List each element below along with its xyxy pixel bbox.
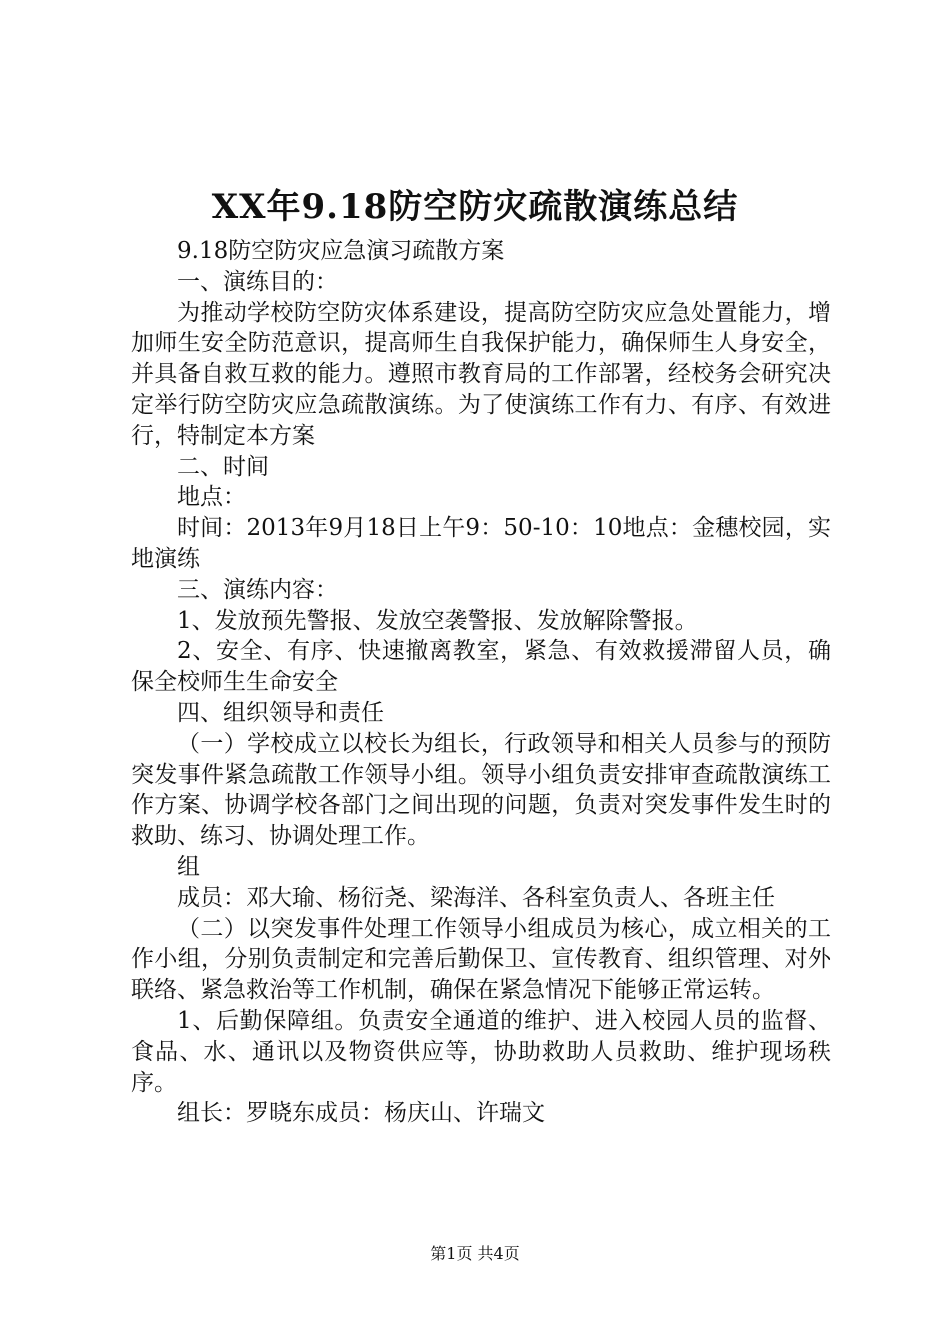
paragraph-section-1-heading: 一、演练目的： <box>177 268 338 295</box>
paragraph-working-groups: （二）以突发事件处理工作领导小组成员为核心，成立相关的工作小组，分别负责制定和完善后勤保卫、宣传教育、组织管理、对外联络、紧急救治等工作机制，确保在紧急情况下能够正常运转。 <box>131 915 831 1004</box>
paragraph-logistics-members: 组长：罗晓东成员：杨庆山、许瑞文 <box>177 1100 545 1127</box>
paragraph-location-label: 地点： <box>177 484 246 511</box>
paragraph-purpose: 为推动学校防空防灾体系建设，提高防空防灾应急处置能力，增加师生安全防范意识，提高师生自我保护能力，确保师生人身安全，并具备自救互救的能力。遵照市教育局的工作部署，经校务会研究决定举行防空防灾应急疏散演练。为了使演练工作有力、有序、有效进行，特制定本方案 <box>131 299 831 449</box>
page-footer: 第1页 共4页 <box>430 1244 520 1263</box>
paragraph-leadership-group: （一）学校成立以校长为组长，行政领导和相关人员参与的预防突发事件紧急疏散工作领导小组。领导小组负责安排审查疏散演练工作方案、协调学校各部门之间出现的问题，负责对突发事件发生时的救助、练习、协调处理工作。 <box>131 730 831 850</box>
paragraph-plan-title: 9.18防空防灾应急演习疏散方案 <box>177 238 505 264</box>
document-title: XX年9.18防空防灾疏散演练总结 <box>211 187 739 227</box>
paragraph-content-item-1: 1、发放预先警报、发放空袭警报、发放解除警报。 <box>177 607 698 634</box>
paragraph-logistics-group: 1、后勤保障组。负责安全通道的维护、进入校园人员的监督、食品、水、通讯以及物资供应等，协助救助人员救助、维护现场秩序。 <box>131 1007 831 1096</box>
paragraph-section-3-heading: 三、演练内容： <box>177 576 338 603</box>
paragraph-time-location: 时间：2013年9月18日上午9：50-10：10地点：金穗校园，实地演练 <box>131 515 831 572</box>
paragraph-section-2-heading: 二、时间 <box>177 453 269 480</box>
paragraph-members: 成员：邓大瑜、杨衍尧、梁海洋、各科室负责人、各班主任 <box>177 884 775 911</box>
paragraph-group-label: 组 <box>177 853 200 880</box>
paragraph-content-item-2: 2、安全、有序、快速撤离教室，紧急、有效救援滞留人员，确保全校师生生命安全 <box>131 638 831 696</box>
document-body <box>131 236 831 1129</box>
paragraph-section-4-heading: 四、组织领导和责任 <box>177 699 384 726</box>
